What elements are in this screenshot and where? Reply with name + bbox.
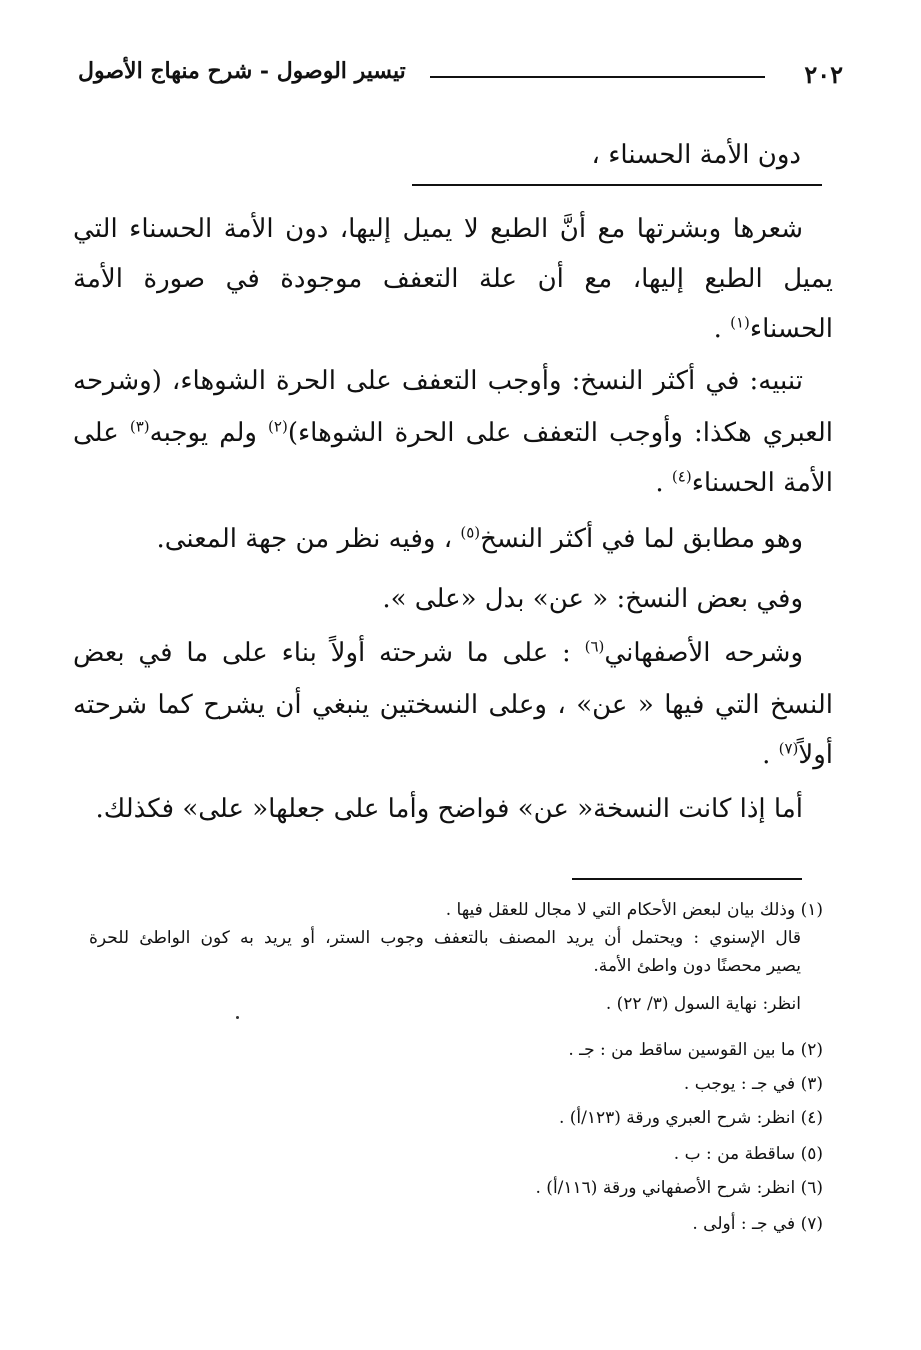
- footnote-separator: [572, 878, 802, 880]
- paragraph-1-line-1: شعرها وبشرتها مع أنَّ الطبع لا يميل إليها، دون الأمة الحسناء التي: [73, 214, 803, 244]
- running-title: تيسير الوصول - شرح منهاج الأصول: [78, 58, 406, 84]
- page-number: ٢٠٢: [804, 60, 843, 89]
- footnote-6: (٦) انظر: شرح الأصفهاني ورقة (١١٦/أ) .: [535, 1178, 823, 1198]
- footnote-ref-2: (٢): [268, 417, 288, 436]
- paragraph-3-end: ، وفيه نظر من جهة المعنى.: [156, 524, 453, 554]
- footnote-ref-4: (٤): [671, 467, 692, 486]
- footnote-1-line-1: (١) وذلك بيان لبعض الأحكام التي لا مجال للعقل فيها .: [445, 900, 823, 920]
- header-rule: [430, 76, 765, 78]
- matn-underline: [412, 184, 822, 186]
- paragraph-1-end: .: [713, 314, 722, 344]
- footnote-ref-5: (٥): [460, 523, 481, 542]
- paragraph-2-line-3: [73, 468, 833, 498]
- footnote-3: (٣) في جـ : يوجب .: [683, 1074, 823, 1094]
- paragraph-1-line-3: [73, 314, 833, 344]
- footnote-ref-6: (٦): [584, 637, 605, 656]
- paragraph-2-text-b: ولم يوجبه: [149, 418, 257, 448]
- matn-quote: دون الأمة الحسناء ،: [591, 140, 801, 170]
- paragraph-2-text-a: العبري هكذا: وأوجب التعفف على الحرة الشوهاء): [287, 418, 833, 448]
- paragraph-5-text-c: أولاً: [798, 740, 833, 770]
- footnote-7: (٧) في جـ : أولى .: [692, 1214, 823, 1234]
- paragraph-5-line-3: [73, 740, 833, 770]
- footnote-1-line-4: انظر: نهاية السول (٣/ ٢٢) .: [605, 994, 801, 1014]
- footnote-1-line-3: يصير محصنًا دون واطئ الأمة.: [593, 956, 801, 976]
- footnote-ref-1: (١): [730, 313, 750, 332]
- footnote-2: (٢) ما بين القوسين ساقط من : جـ .: [568, 1040, 823, 1060]
- footnote-5: (٥) ساقطة من : ب .: [673, 1144, 823, 1164]
- paragraph-3-text: وهو مطابق لما في أكثر النسخ: [480, 524, 803, 554]
- paragraph-2-text-c: على: [73, 418, 119, 448]
- paragraph-5-text-a: وشرحه الأصفهاني: [604, 638, 804, 668]
- footnote-1-line-2: قال الإسنوي : ويحتمل أن يريد المصنف بالتعفف وجوب الستر، أو يريد به كون الواطئ للحرة: [89, 928, 801, 948]
- paragraph-6: أما إذا كانت النسخة« عن» فواضح وأما على جعلها« على» فكذلك.: [95, 794, 803, 824]
- paragraph-3: [73, 524, 803, 554]
- paragraph-5-line-1: [73, 638, 803, 668]
- paragraph-2-line-2: [73, 418, 833, 448]
- paragraph-5-line-2: النسخ التي فيها « عن» ، وعلى النسختين ينبغي أن يشرح كما شرحته: [73, 690, 833, 720]
- paragraph-2-line-1: تنبيه: في أكثر النسخ: وأوجب التعفف على الحرة الشوهاء، (وشرحه: [73, 366, 803, 396]
- paragraph-2-text-d: الأمة الحسناء: [691, 468, 833, 498]
- stray-dot: [236, 1016, 239, 1019]
- paragraph-2-end: .: [655, 468, 664, 498]
- paragraph-5-end: .: [762, 740, 771, 770]
- paragraph-5-text-b: : على ما شرحته أولاً بناء على ما في بعض: [73, 638, 571, 668]
- footnote-ref-7: (٧): [778, 739, 799, 758]
- paragraph-1-line-2: يميل الطبع إليها، مع أن علة التعفف موجودة في صورة الأمة: [73, 264, 833, 294]
- footnote-4: (٤) انظر: شرح العبري ورقة (١٢٣/أ) .: [558, 1108, 823, 1128]
- footnote-ref-3: (٣): [129, 417, 150, 436]
- paragraph-4: وفي بعض النسخ: « عن» بدل «على ».: [382, 584, 803, 614]
- paragraph-1-text: الحسناء: [749, 314, 833, 344]
